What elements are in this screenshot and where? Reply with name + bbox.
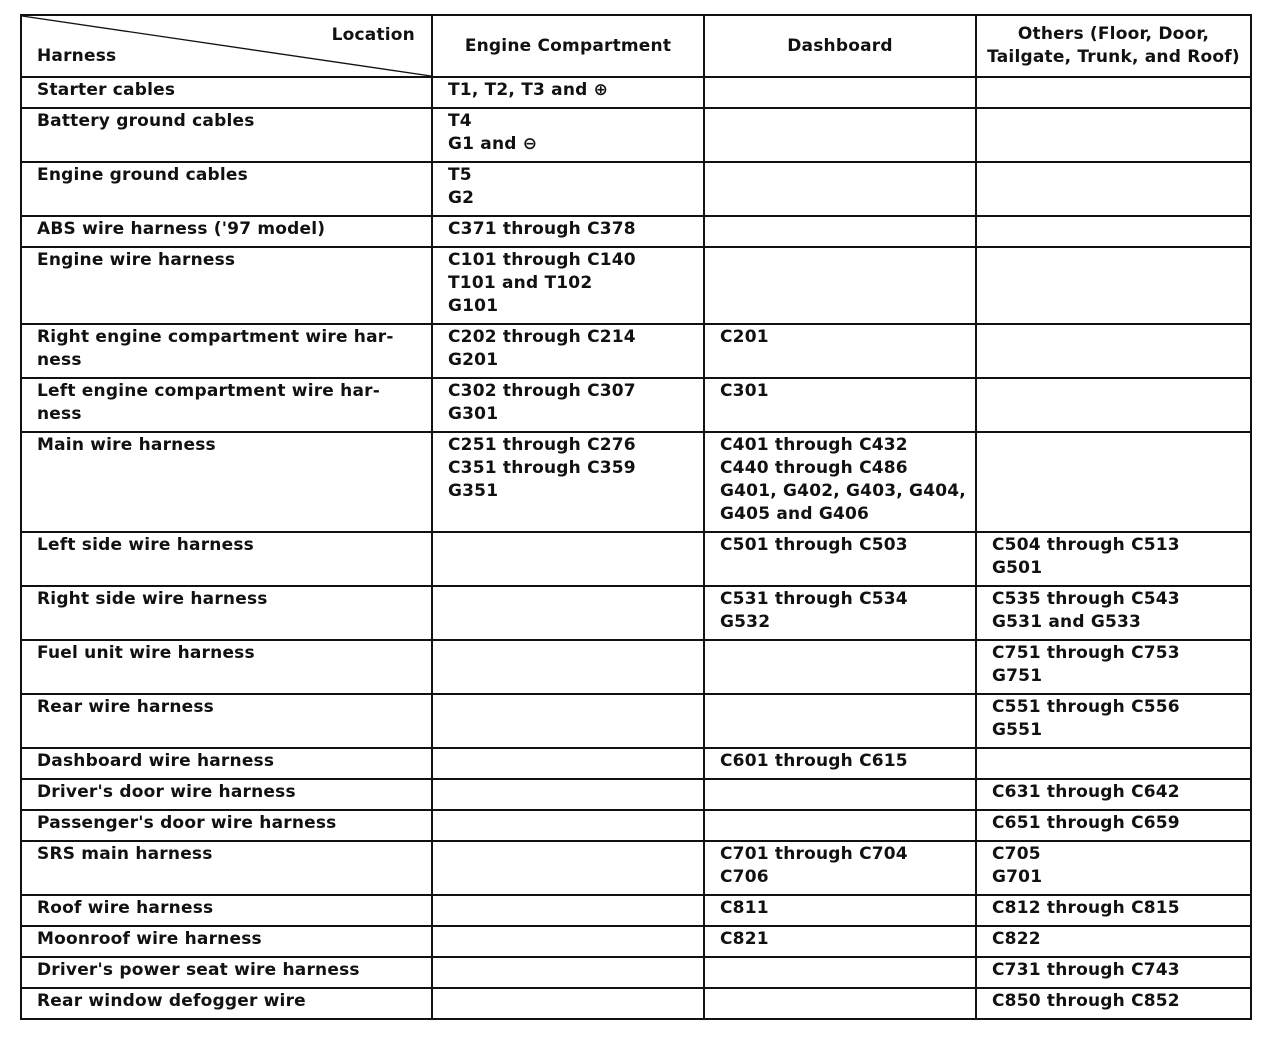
dashboard-cell xyxy=(704,694,976,748)
dashboard-cell xyxy=(704,810,976,841)
others-entry: C551 through C556 xyxy=(992,697,1180,717)
others-cell xyxy=(976,748,1251,779)
harness-name: Dashboard wire harness xyxy=(37,751,275,771)
harness-location-table xyxy=(20,14,1252,1020)
table-row xyxy=(21,532,1251,586)
table-row xyxy=(21,810,1251,841)
column-header-others: Others (Floor, Door, Tailgate, Trunk, and Roof) xyxy=(976,15,1251,77)
harness-name: Rear window defogger wire xyxy=(37,991,306,1011)
dashboard-entry: C501 through C503 xyxy=(720,535,908,555)
engine-compartment-entry: C202 through C214 xyxy=(448,327,636,347)
others-entry: C705 xyxy=(992,844,1041,864)
others-entry: C535 through C543 xyxy=(992,589,1180,609)
table-row xyxy=(21,841,1251,895)
engine-compartment-entry: G201 xyxy=(448,350,499,370)
others-cell xyxy=(976,162,1251,216)
engine-compartment-cell xyxy=(432,694,704,748)
table-row xyxy=(21,957,1251,988)
dashboard-cell xyxy=(704,77,976,108)
others-entry: C751 through C753 xyxy=(992,643,1180,663)
others-entry: G531 and G533 xyxy=(992,612,1142,632)
others-cell xyxy=(976,216,1251,247)
others-cell xyxy=(976,810,1251,841)
harness-name: Right side wire harness xyxy=(37,589,268,609)
table-row xyxy=(21,216,1251,247)
harness-label: Harness xyxy=(37,46,117,66)
engine-compartment-entry: C351 through C359 xyxy=(448,458,636,478)
others-entry: C631 through C642 xyxy=(992,782,1180,802)
dashboard-entry: C821 xyxy=(720,929,769,949)
dashboard-cell xyxy=(704,779,976,810)
harness-name: Roof wire harness xyxy=(37,898,214,918)
others-cell xyxy=(976,77,1251,108)
harness-cell xyxy=(21,247,432,324)
harness-name: Battery ground cables xyxy=(37,111,255,131)
dashboard-cell xyxy=(704,216,976,247)
dashboard-entry: G532 xyxy=(720,612,771,632)
harness-cell xyxy=(21,779,432,810)
harness-name: Left side wire harness xyxy=(37,535,254,555)
dashboard-cell xyxy=(704,324,976,378)
dashboard-cell xyxy=(704,988,976,1019)
dashboard-cell xyxy=(704,926,976,957)
others-cell xyxy=(976,779,1251,810)
others-entry: G501 xyxy=(992,558,1043,578)
engine-compartment-cell xyxy=(432,748,704,779)
engine-compartment-cell xyxy=(432,378,704,432)
others-entry: C504 through C513 xyxy=(992,535,1180,555)
harness-name: Main wire harness xyxy=(37,435,216,455)
engine-compartment-cell xyxy=(432,640,704,694)
others-cell xyxy=(976,841,1251,895)
others-cell xyxy=(976,988,1251,1019)
engine-compartment-entry: G351 xyxy=(448,481,499,501)
harness-cell xyxy=(21,640,432,694)
engine-compartment-cell xyxy=(432,77,704,108)
dashboard-cell xyxy=(704,748,976,779)
dashboard-entry: C811 xyxy=(720,898,769,918)
dashboard-entry: C301 xyxy=(720,381,769,401)
harness-cell xyxy=(21,324,432,378)
engine-compartment-cell xyxy=(432,324,704,378)
harness-cell xyxy=(21,810,432,841)
engine-compartment-cell xyxy=(432,841,704,895)
engine-compartment-cell xyxy=(432,810,704,841)
others-entry: G701 xyxy=(992,867,1043,887)
harness-name: Starter cables xyxy=(37,80,176,100)
table-row xyxy=(21,324,1251,378)
harness-name: Left engine compartment wire har- xyxy=(37,381,380,401)
engine-compartment-cell xyxy=(432,988,704,1019)
table-row xyxy=(21,432,1251,532)
engine-compartment-entry: G2 xyxy=(448,188,475,208)
others-entry: C731 through C743 xyxy=(992,960,1180,980)
engine-compartment-entry: C101 through C140 xyxy=(448,250,636,270)
dashboard-entry: C201 xyxy=(720,327,769,347)
engine-compartment-entry: T101 and T102 xyxy=(448,273,593,293)
table-row xyxy=(21,779,1251,810)
table-row xyxy=(21,108,1251,162)
engine-compartment-cell xyxy=(432,216,704,247)
dashboard-cell xyxy=(704,640,976,694)
harness-cell xyxy=(21,77,432,108)
dashboard-cell xyxy=(704,432,976,532)
dashboard-cell xyxy=(704,162,976,216)
dashboard-entry: C706 xyxy=(720,867,769,887)
harness-name: Moonroof wire harness xyxy=(37,929,262,949)
others-entry: C850 through C852 xyxy=(992,991,1180,1011)
others-cell xyxy=(976,895,1251,926)
engine-compartment-cell xyxy=(432,779,704,810)
harness-cell xyxy=(21,586,432,640)
location-label: Location xyxy=(331,25,415,45)
harness-cell xyxy=(21,926,432,957)
dashboard-cell xyxy=(704,108,976,162)
others-cell xyxy=(976,247,1251,324)
others-entry: G551 xyxy=(992,720,1043,740)
dashboard-entry: G405 and G406 xyxy=(720,504,870,524)
table-row xyxy=(21,988,1251,1019)
others-cell xyxy=(976,957,1251,988)
harness-name: Rear wire harness xyxy=(37,697,214,717)
engine-compartment-entry: C371 through C378 xyxy=(448,219,636,239)
engine-compartment-cell xyxy=(432,586,704,640)
harness-cell xyxy=(21,748,432,779)
harness-name: Engine wire harness xyxy=(37,250,236,270)
harness-cell xyxy=(21,988,432,1019)
table-row xyxy=(21,926,1251,957)
table-row xyxy=(21,378,1251,432)
harness-cell xyxy=(21,378,432,432)
harness-name: ABS wire harness ('97 model) xyxy=(37,219,326,239)
harness-cell xyxy=(21,841,432,895)
table-row xyxy=(21,895,1251,926)
others-entry: C812 through C815 xyxy=(992,898,1180,918)
harness-name: Fuel unit wire harness xyxy=(37,643,255,663)
harness-cell xyxy=(21,216,432,247)
harness-cell xyxy=(21,957,432,988)
harness-name: Driver's door wire harness xyxy=(37,782,296,802)
engine-compartment-cell xyxy=(432,432,704,532)
others-cell xyxy=(976,108,1251,162)
dashboard-cell xyxy=(704,586,976,640)
dashboard-cell xyxy=(704,895,976,926)
others-cell xyxy=(976,378,1251,432)
others-entry: C651 through C659 xyxy=(992,813,1180,833)
engine-compartment-cell xyxy=(432,247,704,324)
harness-cell xyxy=(21,532,432,586)
table-row xyxy=(21,77,1251,108)
dashboard-cell xyxy=(704,841,976,895)
engine-compartment-cell xyxy=(432,895,704,926)
engine-compartment-cell xyxy=(432,926,704,957)
table-row xyxy=(21,748,1251,779)
dashboard-entry: C601 through C615 xyxy=(720,751,908,771)
engine-compartment-cell xyxy=(432,532,704,586)
others-cell xyxy=(976,926,1251,957)
engine-compartment-cell xyxy=(432,162,704,216)
dashboard-cell xyxy=(704,378,976,432)
engine-compartment-entry: T1, T2, T3 and ⊕ xyxy=(448,80,609,100)
table-row xyxy=(21,640,1251,694)
harness-name: Passenger's door wire harness xyxy=(37,813,337,833)
harness-name: Engine ground cables xyxy=(37,165,248,185)
harness-name: ness xyxy=(37,350,82,370)
others-cell xyxy=(976,532,1251,586)
dashboard-entry: G401, G402, G403, G404, xyxy=(720,481,966,501)
dashboard-cell xyxy=(704,532,976,586)
table-row xyxy=(21,247,1251,324)
others-entry: G751 xyxy=(992,666,1043,686)
others-cell xyxy=(976,640,1251,694)
harness-name: Driver's power seat wire harness xyxy=(37,960,360,980)
engine-compartment-cell xyxy=(432,957,704,988)
harness-cell xyxy=(21,108,432,162)
engine-compartment-entry: G1 and ⊖ xyxy=(448,134,538,154)
others-cell xyxy=(976,432,1251,532)
harness-name: SRS main harness xyxy=(37,844,213,864)
column-header-dashboard: Dashboard xyxy=(704,15,976,77)
others-entry: C822 xyxy=(992,929,1041,949)
harness-name: ness xyxy=(37,404,82,424)
dashboard-entry: C401 through C432 xyxy=(720,435,908,455)
others-cell xyxy=(976,694,1251,748)
engine-compartment-cell xyxy=(432,108,704,162)
harness-cell xyxy=(21,694,432,748)
engine-compartment-entry: C302 through C307 xyxy=(448,381,636,401)
others-cell xyxy=(976,586,1251,640)
harness-cell xyxy=(21,162,432,216)
table-row xyxy=(21,162,1251,216)
corner-header-cell xyxy=(21,15,432,77)
engine-compartment-entry: G301 xyxy=(448,404,499,424)
others-cell xyxy=(976,324,1251,378)
harness-cell xyxy=(21,432,432,532)
harness-name: Right engine compartment wire har- xyxy=(37,327,394,347)
engine-compartment-entry: C251 through C276 xyxy=(448,435,636,455)
column-header-engine-compartment: Engine Compartment xyxy=(432,15,704,77)
dashboard-entry: C440 through C486 xyxy=(720,458,908,478)
table-row xyxy=(21,694,1251,748)
engine-compartment-entry: T5 xyxy=(448,165,472,185)
engine-compartment-entry: G101 xyxy=(448,296,499,316)
header-row xyxy=(21,15,1251,77)
table-body xyxy=(21,77,1251,1019)
dashboard-cell xyxy=(704,957,976,988)
table-row xyxy=(21,586,1251,640)
dashboard-entry: C531 through C534 xyxy=(720,589,908,609)
harness-cell xyxy=(21,895,432,926)
dashboard-entry: C701 through C704 xyxy=(720,844,908,864)
dashboard-cell xyxy=(704,247,976,324)
engine-compartment-entry: T4 xyxy=(448,111,472,131)
